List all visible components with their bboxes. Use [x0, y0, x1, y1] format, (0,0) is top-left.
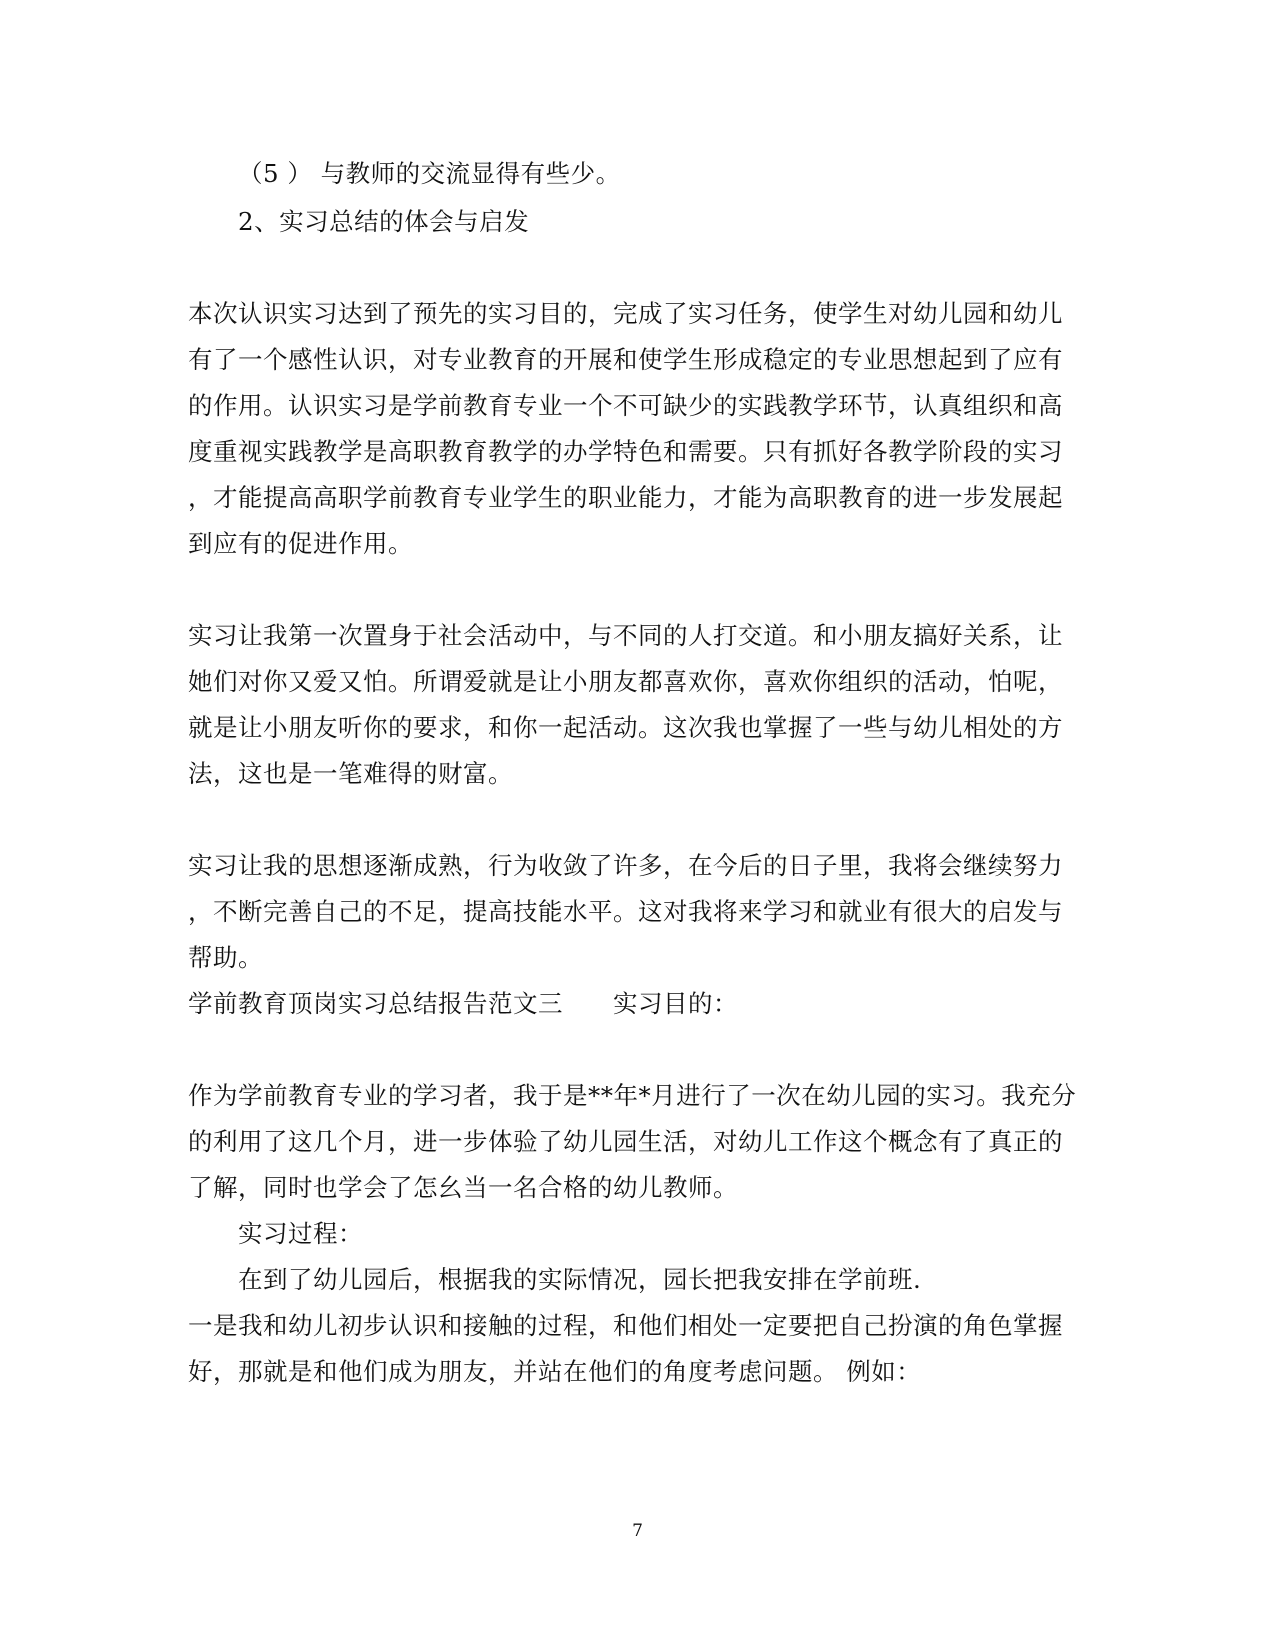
section-heading: 2、实习总结的体会与启发: [238, 207, 530, 236]
paragraph-3-line-3: 帮助。: [188, 943, 263, 972]
paragraph-2-line-4: 法，这也是一笔难得的财富。: [188, 759, 513, 788]
paragraph-1-line-5: ，才能提高高职学前教育专业学生的职业能力，才能为高职教育的进一步发展起: [188, 483, 1063, 512]
page-number: 7: [632, 1521, 643, 1541]
paragraph-5-line-2: 好，那就是和他们成为朋友，并站在他们的角度考虑问题。 例如：: [188, 1357, 922, 1386]
paragraph-1-line-3: 的作用。认识实习是学前教育专业一个不可缺少的实践教学环节，认真组织和高: [188, 391, 1063, 420]
paragraph-3-line-1: 实习让我的思想逐渐成熟，行为收敛了许多，在今后的日子里，我将会继续努力: [188, 851, 1063, 880]
paragraph-2-line-3: 就是让小朋友听你的要求，和你一起活动。这次我也掌握了一些与幼儿相处的方: [188, 713, 1063, 742]
paragraph-1-line-2: 有了一个感性认识，对专业教育的开展和使学生形成稳定的专业思想起到了应有: [188, 345, 1063, 374]
paragraph-4-line-2: 的利用了这几个月，进一步体验了幼儿园生活，对幼儿工作这个概念有了真正的: [188, 1127, 1063, 1156]
paragraph-4-line-1: 作为学前教育专业的学习者，我于是**年*月进行了一次在幼儿园的实习。我充分: [188, 1081, 1077, 1110]
paragraph-5-line-1: 一是我和幼儿初步认识和接触的过程，和他们相处一定要把自己扮演的角色掌握: [188, 1311, 1063, 1340]
paragraph-3-line-2: ，不断完善自己的不足，提高技能水平。这对我将来学习和就业有很大的启发与: [188, 897, 1063, 926]
process-line-1: 在到了幼儿园后，根据我的实际情况，园长把我安排在学前班.: [238, 1265, 922, 1294]
report-title-line: 学前教育顶岗实习总结报告范文三 实习目的：: [188, 989, 738, 1018]
paragraph-1-line-6: 到应有的促进作用。: [188, 529, 413, 558]
paragraph-1-line-1: 本次认识实习达到了预先的实习目的，完成了实习任务，使学生对幼儿园和幼儿: [188, 299, 1063, 328]
list-item-5: （5 ） 与教师的交流显得有些少。: [238, 159, 621, 188]
paragraph-4-line-3: 了解，同时也学会了怎幺当一名合格的幼儿教师。: [188, 1173, 738, 1202]
paragraph-2-line-1: 实习让我第一次置身于社会活动中，与不同的人打交道。和小朋友搞好关系，让: [188, 621, 1063, 650]
paragraph-2-line-2: 她们对你又爱又怕。所谓爱就是让小朋友都喜欢你，喜欢你组织的活动，怕呢，: [188, 667, 1063, 696]
process-heading: 实习过程：: [238, 1219, 363, 1248]
paragraph-1-line-4: 度重视实践教学是高职教育教学的办学特色和需要。只有抓好各教学阶段的实习: [188, 437, 1063, 466]
